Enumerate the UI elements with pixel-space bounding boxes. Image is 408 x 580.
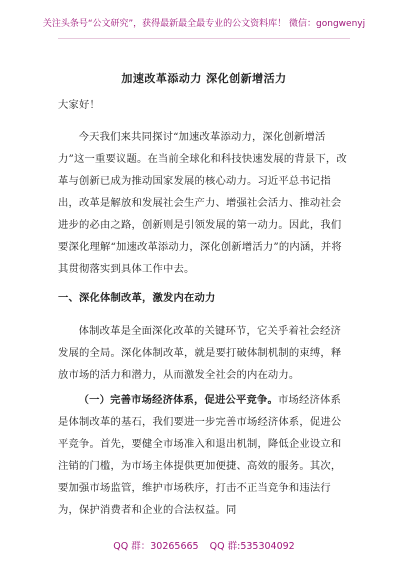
header-divider — [58, 38, 350, 39]
subsection-heading: （一）完善市场经济体系，促进公平竞争。 — [78, 394, 279, 406]
intro-paragraph: 今天我们来共同探讨“加速改革添动力，深化创新增活力”这一重要议题。在当前全球化和科技快速发展的背景下，改革与创新已成为推动国家发展的核心动力。习近平总书记指出，改革是解放和发展社会生产力、增强社会活力、推动社会进步的必由之路，创新则是引领发展的第一动力。因此，我们要深化理解“加速改革添动力，深化创新增活力”的内涵，并将其贯彻落实到具体工作中去。 — [58, 131, 347, 275]
subsection-paragraph — [58, 389, 350, 521]
document-title: 加速改革添动力 深化创新增活力 — [121, 72, 287, 85]
section-paragraph: 体制改革是全面深化改革的关键环节，它关乎着社会经济发展的全局。深化体制改革，就是要打破体制机制的束缚，释放市场的活力和潜力，从而激发全社会的内在动力。 — [58, 325, 342, 381]
greeting: 大家好！ — [58, 99, 100, 111]
footer-contacts — [0, 538, 408, 552]
section-heading: 一、深化体制改革，激发内在动力 — [58, 292, 216, 304]
subsection-text: 市场经济体系是体制改革的基石，我们要进一步完善市场经济体系，促进公平竞争。首先，要健全市场准入和退出机制，降低企业设立和注销的门槛，为市场主体提供更加便捷、高效的服务。其次，要加强市场监管，维护市场秩序，打击不正当竞争和违法行为，保护消费者和企业的合法权益。同 — [58, 394, 342, 516]
qq-group-2: QQ 群:535304092 — [209, 541, 295, 552]
qq-group-1: QQ 群：30265665 — [113, 541, 199, 552]
header-notice: 关注头条号“公文研究”，获得最新最全最专业的公文资料库！ 微信：gongwenyj — [42, 19, 366, 29]
